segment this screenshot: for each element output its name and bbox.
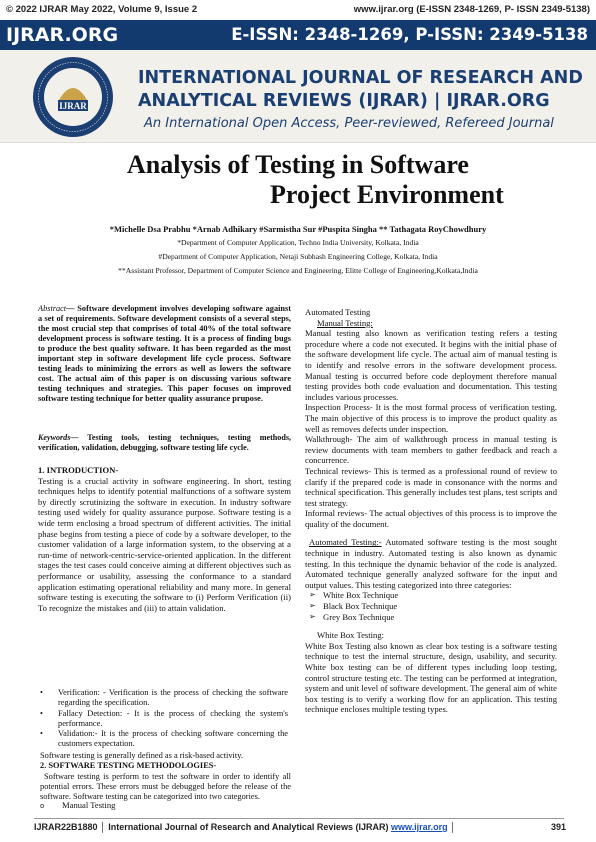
keywords: [38, 433, 291, 453]
methods-section: [40, 751, 291, 802]
journal-name-line2: ANALYTICAL REVIEWS (IJRAR) | IJRAR.ORG: [138, 91, 550, 111]
journal-name-line1: INTERNATIONAL JOURNAL OF RESEARCH AND: [138, 68, 583, 88]
bullet-fallacy: • Fallacy Detection: - It is the process of checking the system's performance.: [48, 709, 288, 730]
paper-title-line2: Project Environment: [270, 180, 504, 209]
logo-text: IJRAR: [59, 101, 87, 111]
affiliation-2: #Department of Computer Application, Netaji Subhash Engineering College, Kolkata, India: [158, 252, 438, 261]
footer-journal: International Journal of Research and Analytical Reviews (IJRAR): [108, 822, 389, 832]
walkthrough-text: Walkthrough- The aim of walkthrough process in manual testing is review documents with team members to gather feedback and reach a concurrence.: [305, 434, 557, 466]
manual-text: Manual testing also known as verification testing refers a testing procedure where a code not executed. It begins with the initial phase of the software development life cycle. The actual aim of manual testing is to identify and resolve errors in the software development process. Manual testing is occurred before code deployment therefore manual testing provides both code evaluation and documentation. This testing includes various processes.: [305, 328, 557, 402]
abstract: [38, 304, 291, 404]
intro-heading: 1. INTRODUCTION-: [38, 465, 119, 475]
sub-item-label: Manual Testing: [62, 800, 116, 810]
journal-banner-strip: [0, 20, 596, 50]
journal-tagline: An International Open Access, Peer-reviewed, Refereed Journal: [144, 116, 554, 131]
journal-logo: [32, 56, 114, 138]
abstract-text: — Software development involves developing software against a set of requirements. Software development consists of a several steps, the most crucial step that comprises of total 40% of the total software development process is software testing. It is a process of finding bugs to produce the best quality software. It has been regarded as the most important step in software development life cycle process. Software testing leads to minimizing the errors as well as lowers the software cost. The actual aim of this paper is on discussing various software testing techniques and strategies. This paper focuses on improved software testing technique for better quality assurance prupose.: [38, 304, 291, 403]
methods-text: Software testing is perform to test the software in order to identify all potential errors. These errors must be debugged before the release of the software. Software testing can be categorized into two categories.: [40, 771, 291, 802]
keywords-text: — Testing tools, testing techniques, testing methods, verification, validation, debugging, software testing life cycle.: [38, 433, 291, 452]
bullet-verification: • Verification: - Verification is the process of checking the software regarding the specification.: [48, 688, 288, 709]
methods-heading: 2. SOFTWARE TESTING METHODOLOGIES-: [40, 761, 217, 771]
category-grey-box: ➢ Grey Box Technique: [309, 612, 557, 623]
paper-authors: *Michelle Dsa Prabhu *Arnab Adhikary #Sarmistha Sur #Puspita Singha ** Tathagata RoyChowdhury: [109, 224, 487, 234]
banner-site: IJRAR.ORG: [6, 24, 119, 46]
auto-heading: Automated Testing:-: [309, 537, 382, 548]
keywords-label: Keywords: [38, 433, 71, 442]
wb-text: White Box Testing also known as clear box testing is a software testing technique to test the internal structure, design, usability, and security. White box testing can be of different types including loop testing, control structure testing etc. The testing can be performed at integration, system and unit level of software development. The general aim of white box testing is to verify a working flow for an application. This testing technique encloses multiple testing types.: [305, 640, 557, 715]
header-right: www.ijrar.org (E-ISSN 2348-1269, P- ISSN 2349-5138): [353, 4, 590, 15]
abstract-label: Abstract: [38, 304, 67, 313]
page-footer: IJRAR22B1880 │ International Journal of Research and Analytical Reviews (IJRAR) www.ijrar.org │ 391: [34, 822, 566, 832]
introduction-section: [38, 465, 291, 613]
informal-text: Informal reviews- The actual objectives of this process is to improve the quality of the document.: [305, 508, 557, 529]
header-left: © 2022 IJRAR May 2022, Volume 9, Issue 2: [6, 4, 198, 15]
footer-id: IJRAR22B1880: [34, 822, 98, 832]
category-white-box: ➢ White Box Technique: [309, 590, 557, 601]
category-black-box: ➢ Black Box Technique: [309, 601, 557, 612]
wb-heading: White Box Testing:: [317, 630, 385, 641]
footer-link[interactable]: www.ijrar.org: [390, 822, 448, 832]
auto-text: Automated software testing is the most sought technique in industry. Automated testing is also known as dynamic testing. In this technique the dynamic behavior of the code is analyzed. Automated technique generally analyzed software for the input and output values. This testing categorized into three categories:: [305, 537, 557, 590]
footer-rule: [34, 818, 564, 819]
risk-definition: Software testing is generally defined as a risk-based activity.: [40, 751, 243, 760]
right-column: [305, 307, 557, 715]
definition-bullets: [48, 688, 288, 750]
circle-bullet-icon: o: [40, 802, 45, 810]
intro-text: Testing is a crucial activity in software engineering. In short, testing techniques helps to identify potential malfunctions of a software system by directly scrutinizing the software in execution. In industry software testing used widely for quality assurance purpose. Software testing is a wide term enclosing a broad spectrum of different activities. The initial phase begins from testing a piece of code by a software developer, to the customer validation of a large information system, to the observing at a run-time of network-centric-service-oriented application. In the different stages the test cases could conceive aiming at different objectives such as performance or usability, assessing the conformance to a standard application estimating operational reliability and many more. In general software testing is executing the software to (i) Perform Verification (ii) To recognize the mistakes and (iii) to attain validation.: [38, 475, 291, 613]
page-number: 391: [550, 822, 566, 832]
inspection-text: Inspection Process- It is the most formal process of verification testing. The main objective of this process is to improve the product quality as well as removes defects under inspection.: [305, 402, 557, 434]
automated-label: Automated Testing: [305, 307, 371, 317]
sub-item: [40, 800, 290, 812]
technical-text: Technical reviews- This is termed as a professional round of review to clarify if the prepared code is made in consonance with the norms and technical specification. This generally includes test plans, test scripts and test strategy.: [305, 465, 557, 508]
banner-issn: E-ISSN: 2348-1269, P-ISSN: 2349-5138: [231, 25, 588, 44]
affiliation-3: **Assistant Professor, Department of Computer Science and Engineering, Elitte College of Engineering,Kolkata,India: [118, 266, 478, 275]
paper-title-line1: Analysis of Testing in Software: [127, 150, 469, 179]
affiliation-1: *Department of Computer Application, Techno India University, Kolkata, India: [177, 238, 419, 247]
running-header: [0, 4, 596, 18]
manual-heading: Manual Testing:: [317, 317, 373, 328]
bullet-validation: • Validation:- It is the process of checking software concerning the customers expectation.: [48, 729, 288, 750]
